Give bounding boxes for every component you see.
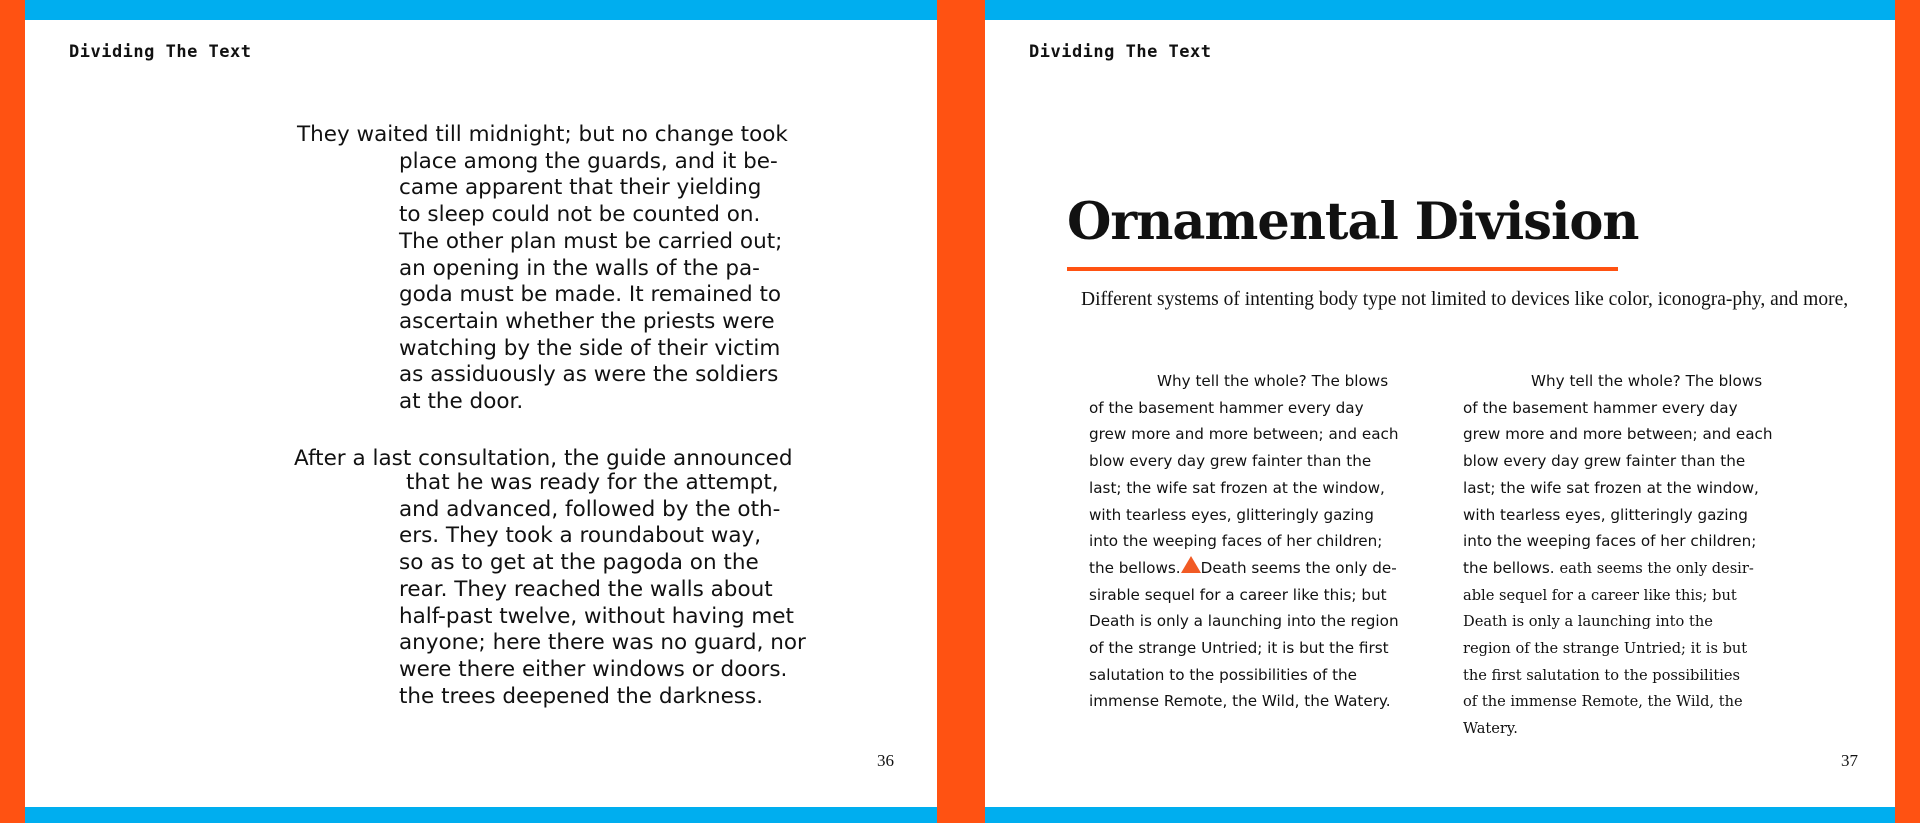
right-page bbox=[985, 20, 1895, 807]
column-line: with tearless eyes, glitteringly gazing bbox=[1089, 505, 1374, 524]
paragraph-line: an opening in the walls of the pa- bbox=[399, 255, 760, 281]
paragraph-line: rear. They reached the walls about bbox=[399, 576, 773, 602]
paragraph-line: After a last consultation, the guide announced bbox=[294, 446, 793, 471]
column-text-alt-face: eath seems the only desir- bbox=[1559, 559, 1754, 577]
title-underline bbox=[1067, 267, 1618, 271]
orange-triangle-icon bbox=[1181, 556, 1201, 573]
paragraph-line: place among the guards, and it be- bbox=[399, 148, 778, 174]
running-head: Dividing The Text bbox=[69, 42, 252, 62]
column-line: into the weeping faces of her children; bbox=[1089, 532, 1383, 551]
column-line: Why tell the whole? The blows bbox=[1157, 372, 1389, 390]
column-line: Watery. bbox=[1463, 720, 1518, 738]
column-line: Death is only a launching into the bbox=[1463, 613, 1713, 631]
paragraph-line: that he was ready for the attempt, bbox=[406, 470, 779, 495]
paragraph-line: so as to get at the pagoda on the bbox=[399, 550, 759, 576]
section-dek: Different systems of intenting body type not limited to devices like color, iconogra-phy, and more, bbox=[1081, 289, 1849, 310]
column-line: immense Remote, the Wild, the Watery. bbox=[1089, 692, 1391, 711]
column-line: blow every day grew fainter than the bbox=[1089, 452, 1372, 471]
paragraph-line: half-past twelve, without having met bbox=[399, 603, 794, 629]
column-line: blow every day grew fainter than the bbox=[1463, 452, 1746, 471]
right-orange-edge bbox=[1895, 0, 1920, 823]
column-line: of the immense Remote, the Wild, the bbox=[1463, 693, 1743, 711]
column-line: able sequel for a career like this; but bbox=[1463, 586, 1737, 604]
column-text: the bellows. bbox=[1463, 558, 1560, 577]
paragraph-line: and advanced, followed by the oth- bbox=[399, 496, 781, 522]
text-column-2 bbox=[1463, 368, 1773, 743]
column-line: Death is only a launching into the region bbox=[1089, 612, 1399, 631]
column-line-typeface-switch bbox=[1463, 555, 1773, 583]
paragraph-line: ers. They took a roundabout way, bbox=[399, 523, 762, 549]
column-line: the first salutation to the possibilities bbox=[1463, 666, 1741, 684]
paragraph-line: anyone; here there was no guard, nor bbox=[399, 630, 806, 656]
column-text: Death seems the only de- bbox=[1200, 558, 1397, 577]
paragraph-line: at the door. bbox=[399, 389, 524, 415]
text-column-1 bbox=[1089, 368, 1399, 715]
paragraph-line: watching by the side of their victim bbox=[399, 335, 781, 361]
column-line: salutation to the possibilities of the bbox=[1089, 665, 1357, 684]
paragraph-line: The other plan must be carried out; bbox=[399, 228, 783, 254]
page-number: 36 bbox=[877, 751, 894, 770]
left-page bbox=[25, 20, 937, 807]
column-line: grew more and more between; and each bbox=[1089, 425, 1399, 444]
column-line: of the strange Untried; it is but the first bbox=[1089, 639, 1389, 658]
paragraph-line: goda must be made. It remained to bbox=[399, 282, 782, 308]
hanging-paragraph-1 bbox=[297, 122, 788, 416]
column-line: last; the wife sat frozen at the window, bbox=[1089, 478, 1385, 497]
column-line: grew more and more between; and each bbox=[1463, 425, 1773, 444]
paragraph-line: were there either windows or doors. bbox=[399, 656, 788, 682]
column-line-with-ornament bbox=[1089, 555, 1399, 582]
page-number: 37 bbox=[1841, 751, 1858, 770]
column-line: into the weeping faces of her children; bbox=[1463, 532, 1757, 551]
column-line: last; the wife sat frozen at the window, bbox=[1463, 478, 1759, 497]
column-line: region of the strange Untried; it is but bbox=[1463, 640, 1748, 658]
paragraph-line: came apparent that their yielding bbox=[399, 175, 762, 201]
column-line: of the basement hammer every day bbox=[1089, 398, 1364, 417]
book-spine bbox=[937, 0, 985, 823]
column-text: the bellows. bbox=[1089, 558, 1181, 577]
paragraph-line: ascertain whether the priests were bbox=[399, 308, 775, 334]
section-title: Ornamental Division bbox=[1067, 192, 1639, 252]
paragraph-line: the trees deepened the darkness. bbox=[399, 683, 764, 709]
running-head: Dividing The Text bbox=[1029, 42, 1212, 62]
column-line: Why tell the whole? The blows bbox=[1531, 372, 1763, 390]
paragraph-line: to sleep could not be counted on. bbox=[399, 202, 761, 228]
hanging-paragraph-2 bbox=[294, 448, 806, 710]
left-orange-edge bbox=[0, 0, 25, 823]
column-line: of the basement hammer every day bbox=[1463, 398, 1738, 417]
paragraph-line: as assiduously as were the soldiers bbox=[399, 362, 779, 388]
column-line: with tearless eyes, glitteringly gazing bbox=[1463, 505, 1748, 524]
column-line: sirable sequel for a career like this; but bbox=[1089, 585, 1387, 604]
paragraph-line: They waited till midnight; but no change took bbox=[297, 122, 788, 147]
